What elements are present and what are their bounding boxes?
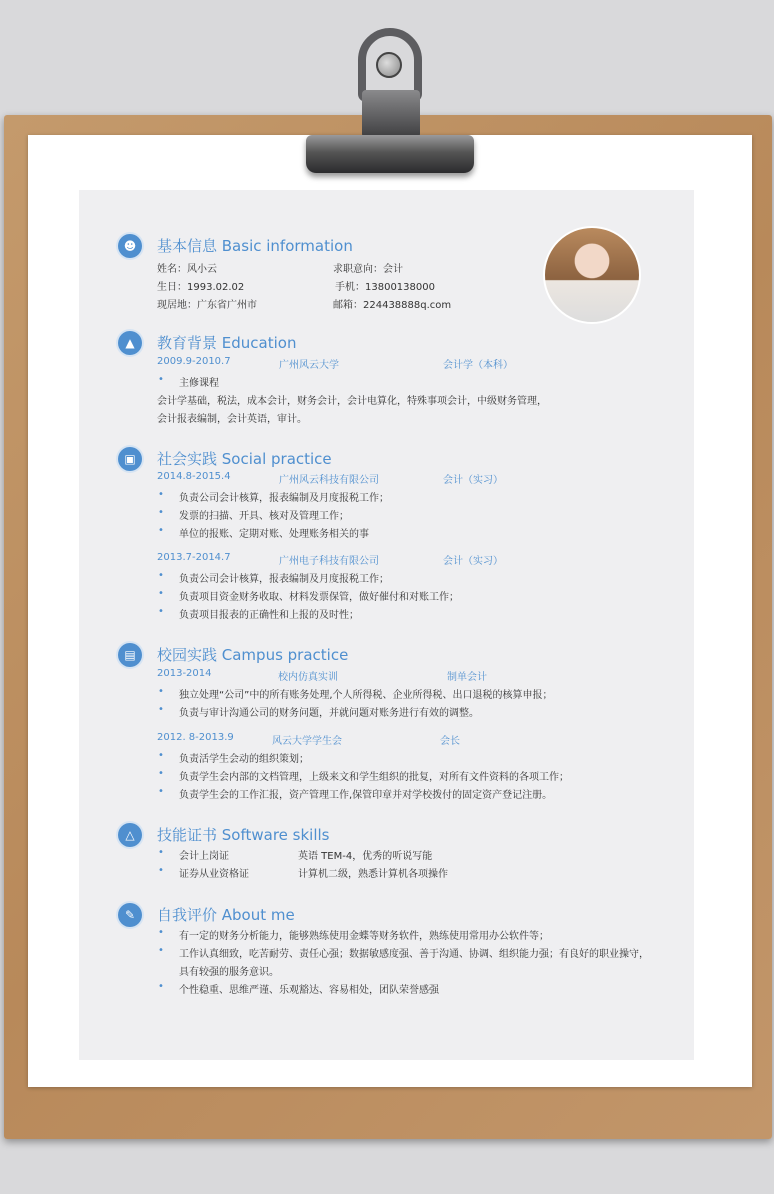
- birth-field: 生日：1993.02.02: [157, 282, 245, 293]
- bullet: •: [158, 750, 164, 761]
- list-item: 工作认真细致，吃苦耐劳、责任心强；数据敏感度强、善于沟通、协调、组织能力强；有良好的职业操守，: [179, 949, 649, 960]
- section-title: 校园实践 Campus practice: [157, 646, 349, 664]
- bullet: •: [158, 865, 164, 876]
- list-item: 个性稳重、思维严谨、乐观豁达、容易相处，团队荣誉感强: [179, 985, 439, 996]
- list-item: 发票的扫描、开具、核对及管理工作；: [179, 511, 349, 522]
- courses-line: 会计报表编制，会计英语，审计。: [157, 414, 307, 425]
- job-role: 制单会计: [447, 672, 487, 683]
- inbox-icon: ▤: [118, 643, 142, 667]
- section-basic: [118, 234, 678, 312]
- skill-right: 计算机二级，熟悉计算机各项操作: [298, 869, 448, 880]
- job-period: 2014.8-2015.4: [157, 471, 231, 482]
- section-title: 基本信息 Basic information: [157, 237, 353, 255]
- email-field: 邮箱：224438888q.com: [333, 300, 452, 311]
- section-title: 自我评价 About me: [157, 906, 295, 924]
- list-item: 负责项目资金财务收取、材料发票保管，做好催付和对账工作；: [179, 592, 459, 603]
- bullet: •: [158, 686, 164, 697]
- bullet: •: [158, 704, 164, 715]
- section-social: [118, 447, 678, 622]
- bullet: •: [158, 606, 164, 617]
- edu-school: 广州风云大学: [279, 360, 339, 371]
- job-company: 风云大学学生会: [272, 736, 342, 747]
- job-period: 2013.7-2014.7: [157, 552, 231, 563]
- graduation-cap-icon: ▲: [118, 331, 142, 355]
- bullet: •: [158, 945, 164, 956]
- bullet: •: [158, 786, 164, 797]
- intent-field: 求职意向：会计: [333, 264, 403, 275]
- job-company: 广州电子科技有限公司: [279, 556, 379, 567]
- section-campus: [118, 643, 678, 802]
- edu-period: 2009.9-2010.7: [157, 356, 231, 367]
- list-item: 负责学生会的工作汇报，资产管理工作,保管印章并对学校拨付的固定资产登记注册。: [179, 790, 553, 801]
- bullet: •: [158, 570, 164, 581]
- bullet: •: [158, 847, 164, 858]
- list-item: 负责与审计沟通公司的财务问题，并就问题对账务进行有效的调整。: [179, 708, 479, 719]
- job-role: 会计（实习）: [443, 556, 503, 567]
- job-company: 校内仿真实训: [278, 672, 338, 683]
- courses-line: 会计学基础，税法，成本会计，财务会计，会计电算化，特殊事项会计，中级财务管理，: [157, 396, 547, 407]
- section-education: [118, 331, 678, 426]
- briefcase-icon: ▣: [118, 447, 142, 471]
- edu-major: 会计学（本科）: [443, 360, 513, 371]
- course-label: 主修课程: [179, 378, 219, 389]
- list-item: 独立处理“公司”中的所有账务处理,个人所得税、企业所得税、出口退税的核算申报；: [179, 690, 553, 701]
- clip-base: [306, 135, 474, 173]
- list-item: 负责活学生会动的组织策划；: [179, 754, 309, 765]
- name-field: 姓名：风小云: [157, 264, 217, 275]
- skill-right: 英语 TEM-4，优秀的听说写能: [298, 851, 433, 862]
- bullet: •: [158, 927, 164, 938]
- phone-field: 手机：13800138000: [335, 282, 435, 293]
- bullet: •: [158, 525, 164, 536]
- clip-body: [362, 90, 420, 138]
- bullet: •: [158, 588, 164, 599]
- list-item: 单位的报账、定期对账、处理账务相关的事: [179, 529, 369, 540]
- list-item-continued: 具有较强的服务意识。: [179, 967, 279, 978]
- edit-icon: ✎: [118, 903, 142, 927]
- list-item: 有一定的财务分析能力，能够熟练使用金蝶等财务软件，熟练使用常用办公软件等；: [179, 931, 549, 942]
- flask-icon: △: [118, 823, 142, 847]
- job-role: 会计（实习）: [443, 475, 503, 486]
- job-company: 广州风云科技有限公司: [279, 475, 379, 486]
- section-title: 教育背景 Education: [157, 334, 297, 352]
- section-title: 社会实践 Social practice: [157, 450, 332, 468]
- address-field: 现居地：广东省广州市: [157, 300, 257, 311]
- list-item: 负责学生会内部的文档管理，上级来文和学生组织的批复，对所有文件资料的各项工作；: [179, 772, 569, 783]
- list-item: 负责公司会计核算，报表编制及月度报税工作；: [179, 493, 389, 504]
- section-about: [118, 903, 678, 997]
- job-period: 2013-2014: [157, 668, 212, 679]
- list-item: 负责项目报表的正确性和上报的及时性；: [179, 610, 359, 621]
- user-icon: ☻: [118, 234, 142, 258]
- job-period: 2012. 8-2013.9: [157, 732, 234, 743]
- section-skills: [118, 823, 678, 881]
- skill-left: 证券从业资格证: [179, 869, 249, 880]
- bullet: •: [158, 374, 164, 385]
- section-title: 技能证书 Software skills: [157, 826, 330, 844]
- clip-hole: [376, 52, 402, 78]
- bullet: •: [158, 981, 164, 992]
- skill-left: 会计上岗证: [179, 851, 229, 862]
- bullet: •: [158, 507, 164, 518]
- list-item: 负责公司会计核算，报表编制及月度报税工作；: [179, 574, 389, 585]
- bullet: •: [158, 489, 164, 500]
- job-role: 会长: [440, 736, 460, 747]
- bullet: •: [158, 768, 164, 779]
